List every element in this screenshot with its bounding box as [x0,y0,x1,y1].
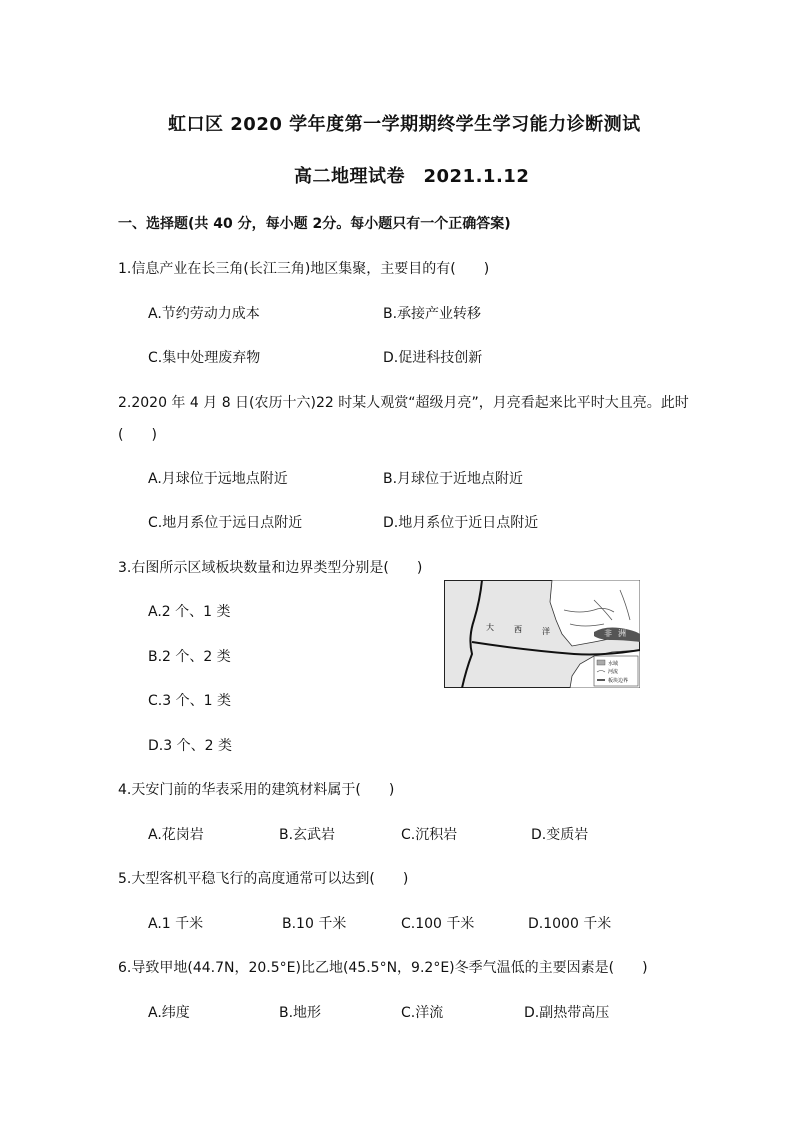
exam-title: 虹口区 2020 学年度第一学期期终学生学习能力诊断测试 [168,114,641,135]
option-c: C.100 千米 [401,916,475,932]
option-b: B.玄武岩 [279,827,336,843]
legend-label: 河流 [608,669,619,675]
question-stem: 3.右图所示区域板块数量和边界类型分别是( ) [118,560,423,576]
option-d: D.副热带高压 [524,1005,610,1021]
option-a: A.月球位于远地点附近 [148,471,288,487]
legend-label: 板块边界 [608,678,629,684]
option-a: A.2 个、1 类 [148,604,231,620]
option-b: B.承接产业转移 [383,306,482,322]
option-d: D.地月系位于近日点附近 [383,515,539,531]
map-label: 洲 [618,629,626,638]
map-label: 非 [604,629,612,638]
option-a: A.花岗岩 [148,827,204,843]
option-d: D.3 个、2 类 [148,738,232,754]
question-stem: 1.信息产业在长三角(长江三角)地区集聚，主要目的有( ) [118,261,490,277]
option-b: B.10 千米 [282,916,347,932]
question-stem: 2.2020 年 4 月 8 日(农历十六)22 时某人观赏“超级月亮”，月亮看起来比平时大且亮。此时 [118,395,689,411]
option-c: C.集中处理废弃物 [148,350,261,366]
question-stem-continuation: ( ) [118,427,157,443]
option-d: D.变质岩 [531,827,589,843]
map-label: 大 [486,623,494,632]
question-stem: 5.大型客机平稳飞行的高度通常可以达到( ) [118,871,409,887]
question-stem: 4.天安门前的华表采用的建筑材料属于( ) [118,782,395,798]
option-c: C.洋流 [401,1005,444,1021]
option-a: A.节约劳动力成本 [148,306,260,322]
question-stem: 6.导致甲地(44.7N，20.5°E)比乙地(45.5°N，9.2°E)冬季气温低的主要因素是( ) [118,960,648,976]
exam-subtitle: 高二地理试卷 2021.1.12 [294,166,530,187]
map-label: 洋 [542,627,550,636]
option-c: C.地月系位于远日点附近 [148,515,303,531]
plate-boundary-map [444,580,640,688]
option-a: A.纬度 [148,1005,190,1021]
option-c: C.沉积岩 [401,827,458,843]
legend-water-swatch [597,660,605,665]
legend-label: 水域 [608,661,619,667]
option-d: D.促进科技创新 [383,350,483,366]
section-title: 一、选择题(共 40 分，每小题 2分。每小题只有一个正确答案) [118,216,511,232]
option-b: B.地形 [279,1005,322,1021]
option-a: A.1 千米 [148,916,204,932]
map-label: 西 [514,625,522,634]
option-d: D.1000 千米 [528,916,612,932]
option-b: B.月球位于近地点附近 [383,471,524,487]
option-b: B.2 个、2 类 [148,649,231,665]
option-c: C.3 个、1 类 [148,693,231,709]
